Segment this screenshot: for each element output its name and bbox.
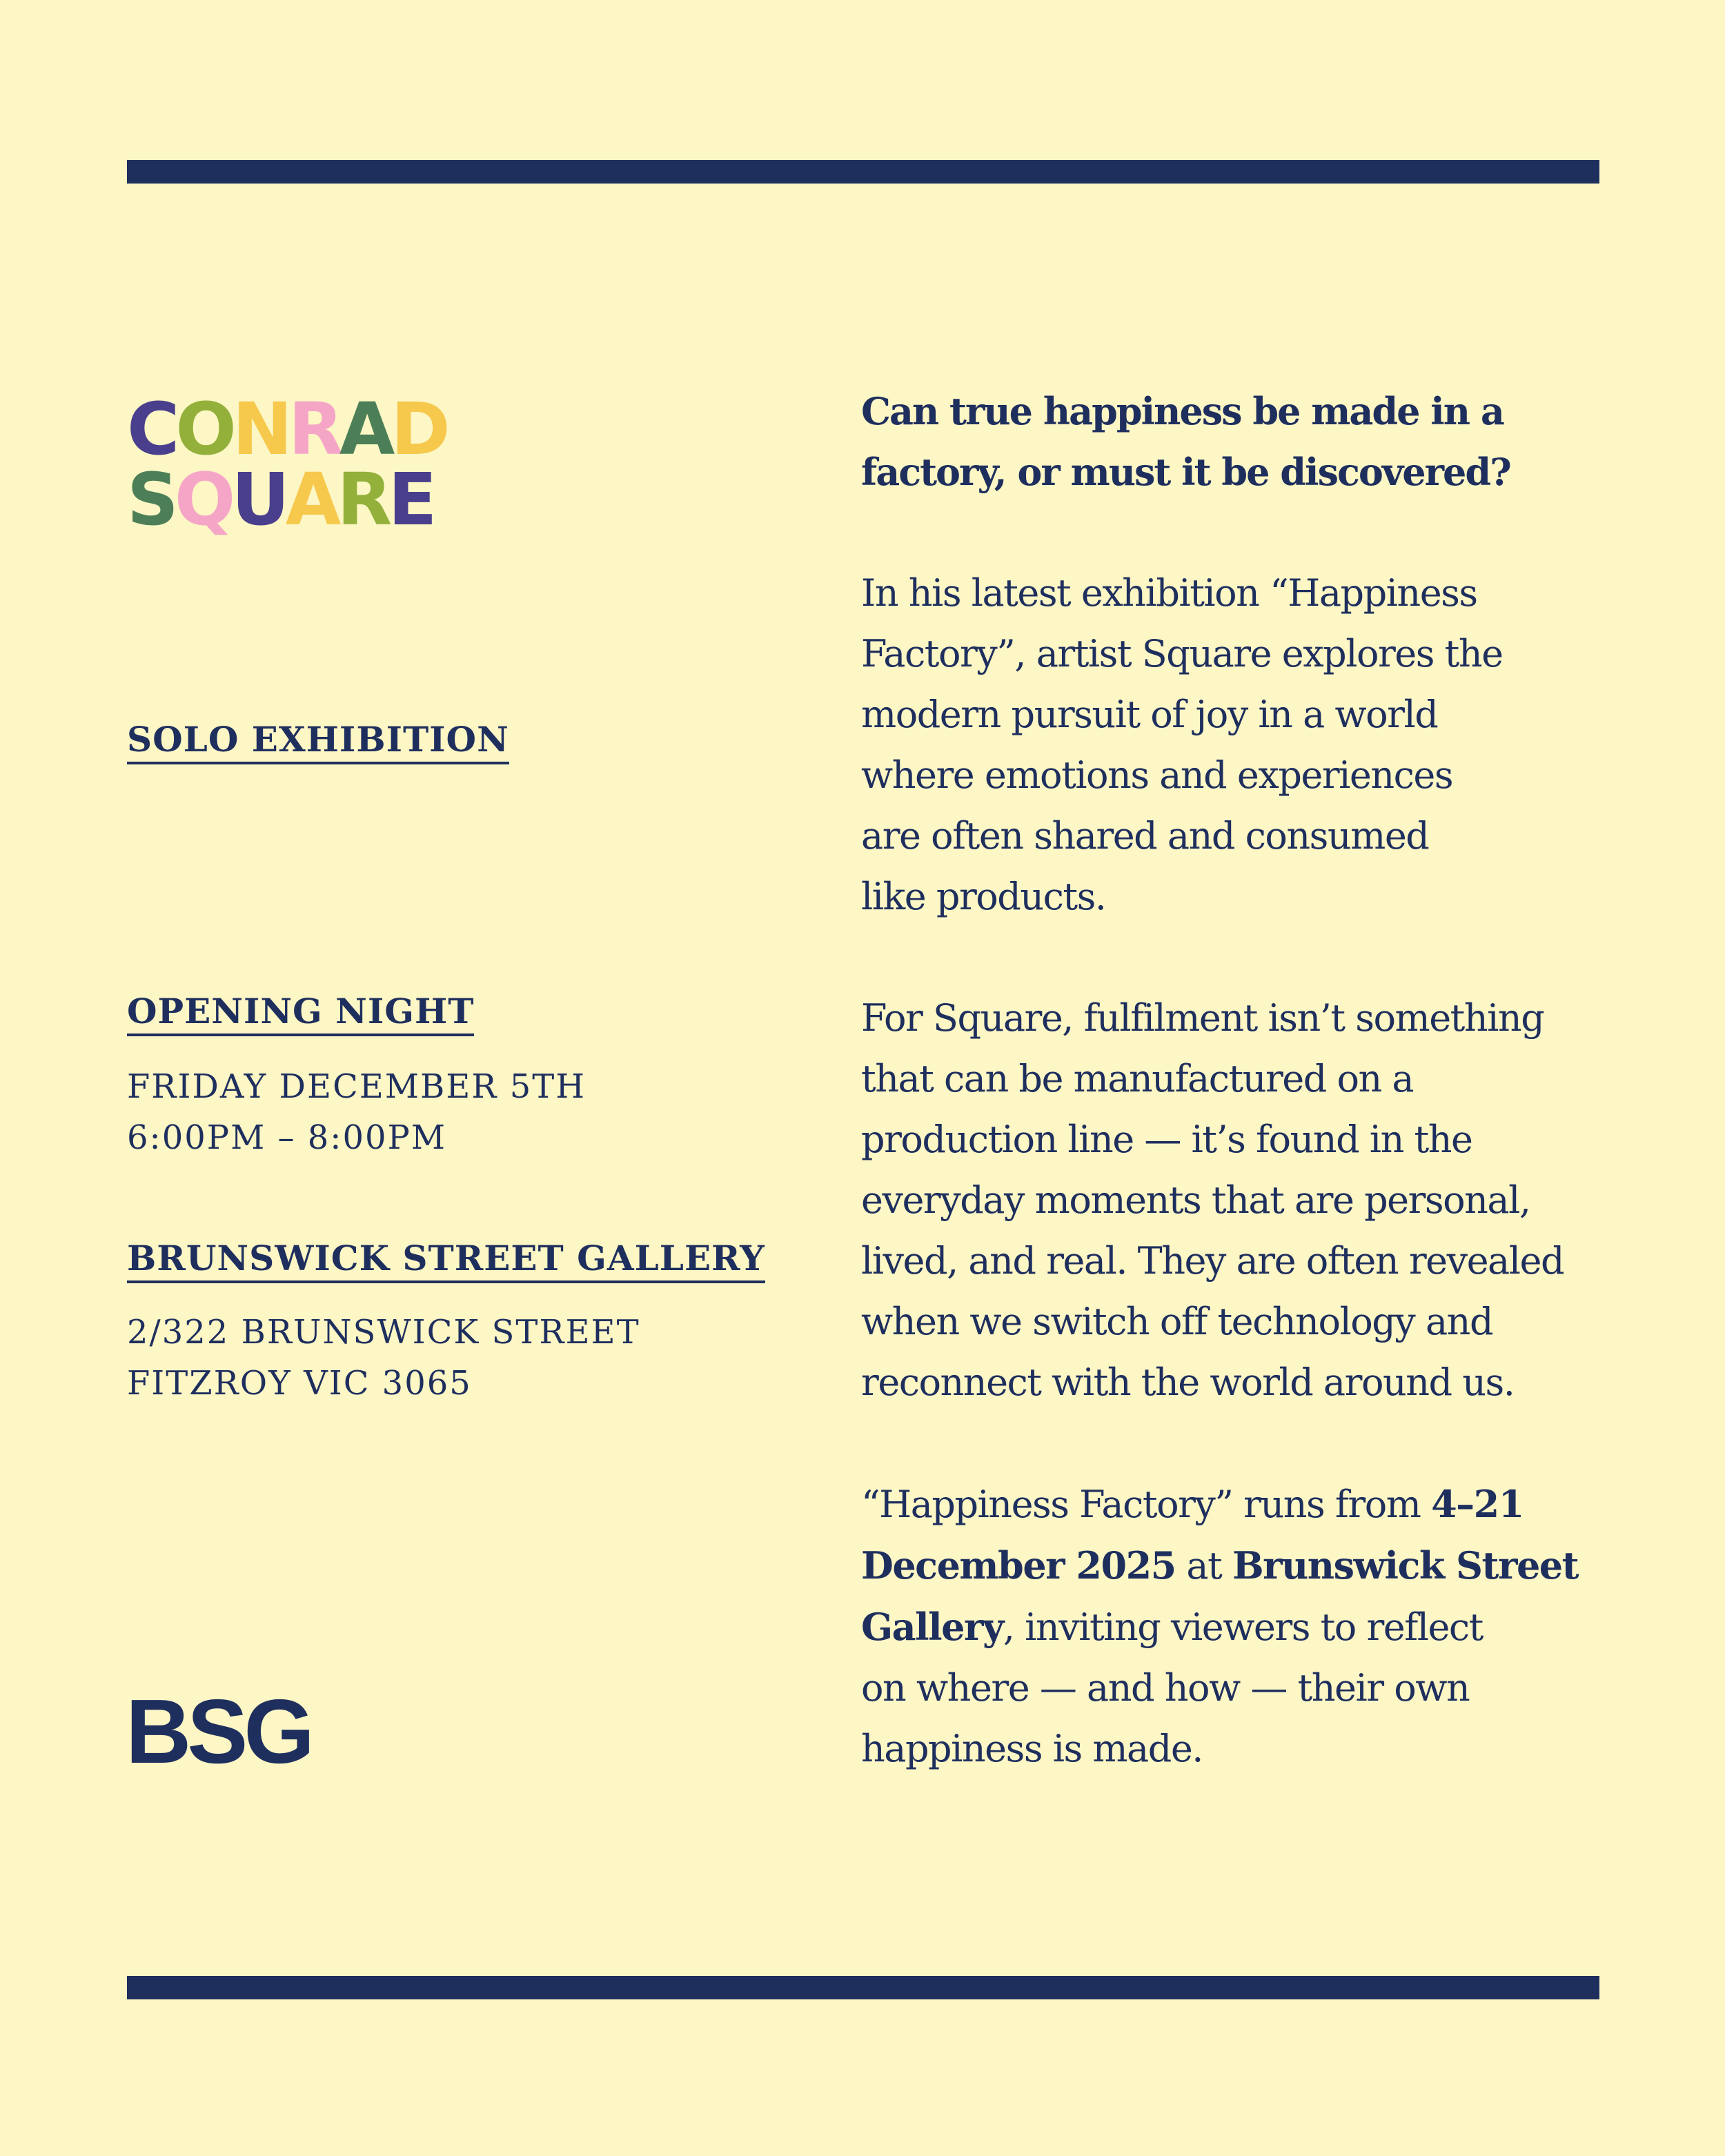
- body-line: In his latest exhibition “Happiness: [861, 571, 1477, 615]
- logo-letter: R: [288, 387, 339, 471]
- body-line: reconnect with the world around us.: [861, 1361, 1515, 1404]
- body-text: “Happiness Factory” runs from: [861, 1483, 1432, 1526]
- body-line: [861, 1596, 1613, 1658]
- body-line: where emotions and experiences: [861, 753, 1453, 797]
- gallery-label: BRUNSWICK STREET GALLERY: [127, 1238, 765, 1283]
- address-line-1: 2/322 BRUNSWICK STREET: [127, 1313, 640, 1352]
- paragraph-2: [861, 988, 1613, 1413]
- body-line: everyday moments that are personal,: [861, 1178, 1530, 1222]
- paragraph-1: [861, 563, 1613, 927]
- logo-letter: N: [232, 387, 288, 471]
- opening-night-label: OPENING NIGHT: [127, 991, 474, 1036]
- bsg-logo: BSG: [126, 1681, 311, 1782]
- logo-letter: E: [388, 457, 433, 542]
- logo-letter: A: [285, 457, 337, 542]
- logo-letter: Q: [174, 457, 232, 542]
- logo-letter: R: [337, 457, 388, 542]
- date-range-end: December 2025: [861, 1543, 1176, 1588]
- logo-line-conrad: [127, 387, 451, 471]
- logo-letter: A: [339, 387, 391, 471]
- intro-question: [861, 381, 1613, 502]
- logo-letter: S: [127, 457, 175, 542]
- gallery-name: Brunswick Street: [1232, 1543, 1579, 1588]
- body-line: modern pursuit of joy in a world: [861, 693, 1438, 736]
- opening-time: 6:00PM – 8:00PM: [127, 1118, 446, 1157]
- question-line: Can true happiness be made in a: [861, 389, 1504, 433]
- paragraph-3: [861, 1474, 1613, 1779]
- body-line: like products.: [861, 875, 1106, 918]
- body-line: when we switch off technology and: [861, 1300, 1493, 1343]
- body-line: lived, and real. They are often revealed: [861, 1239, 1564, 1283]
- date-range-start: 4–21: [1431, 1482, 1524, 1526]
- logo-letter: U: [231, 457, 286, 542]
- gallery-name: Gallery: [861, 1605, 1003, 1649]
- body-line: on where — and how — their own: [861, 1666, 1470, 1710]
- bottom-divider: [127, 1976, 1599, 1999]
- solo-exhibition-label: SOLO EXHIBITION: [127, 719, 509, 764]
- body-line: production line — it’s found in the: [861, 1118, 1472, 1161]
- body-line: that can be manufactured on a: [861, 1057, 1414, 1100]
- logo-letter: C: [127, 387, 176, 471]
- body-text: at: [1175, 1544, 1232, 1588]
- body-line: For Square, fulfilment isn’t something: [861, 996, 1544, 1040]
- question-line: factory, or must it be discovered?: [861, 450, 1510, 494]
- body-line: [861, 1535, 1613, 1596]
- opening-date: FRIDAY DECEMBER 5TH: [127, 1067, 586, 1106]
- logo-letter: O: [175, 387, 233, 471]
- body-line: Factory”, artist Square explores the: [861, 632, 1503, 675]
- body-line: happiness is made.: [861, 1727, 1203, 1770]
- top-divider: [127, 160, 1599, 184]
- body-text: , inviting viewers to reflect: [1003, 1605, 1483, 1649]
- logo-line-square: [127, 457, 451, 542]
- conrad-square-logo: [127, 387, 451, 542]
- address-line-2: FITZROY VIC 3065: [127, 1364, 472, 1403]
- logo-letter: D: [391, 387, 446, 471]
- body-line: are often shared and consumed: [861, 814, 1429, 858]
- body-line: [861, 1474, 1613, 1535]
